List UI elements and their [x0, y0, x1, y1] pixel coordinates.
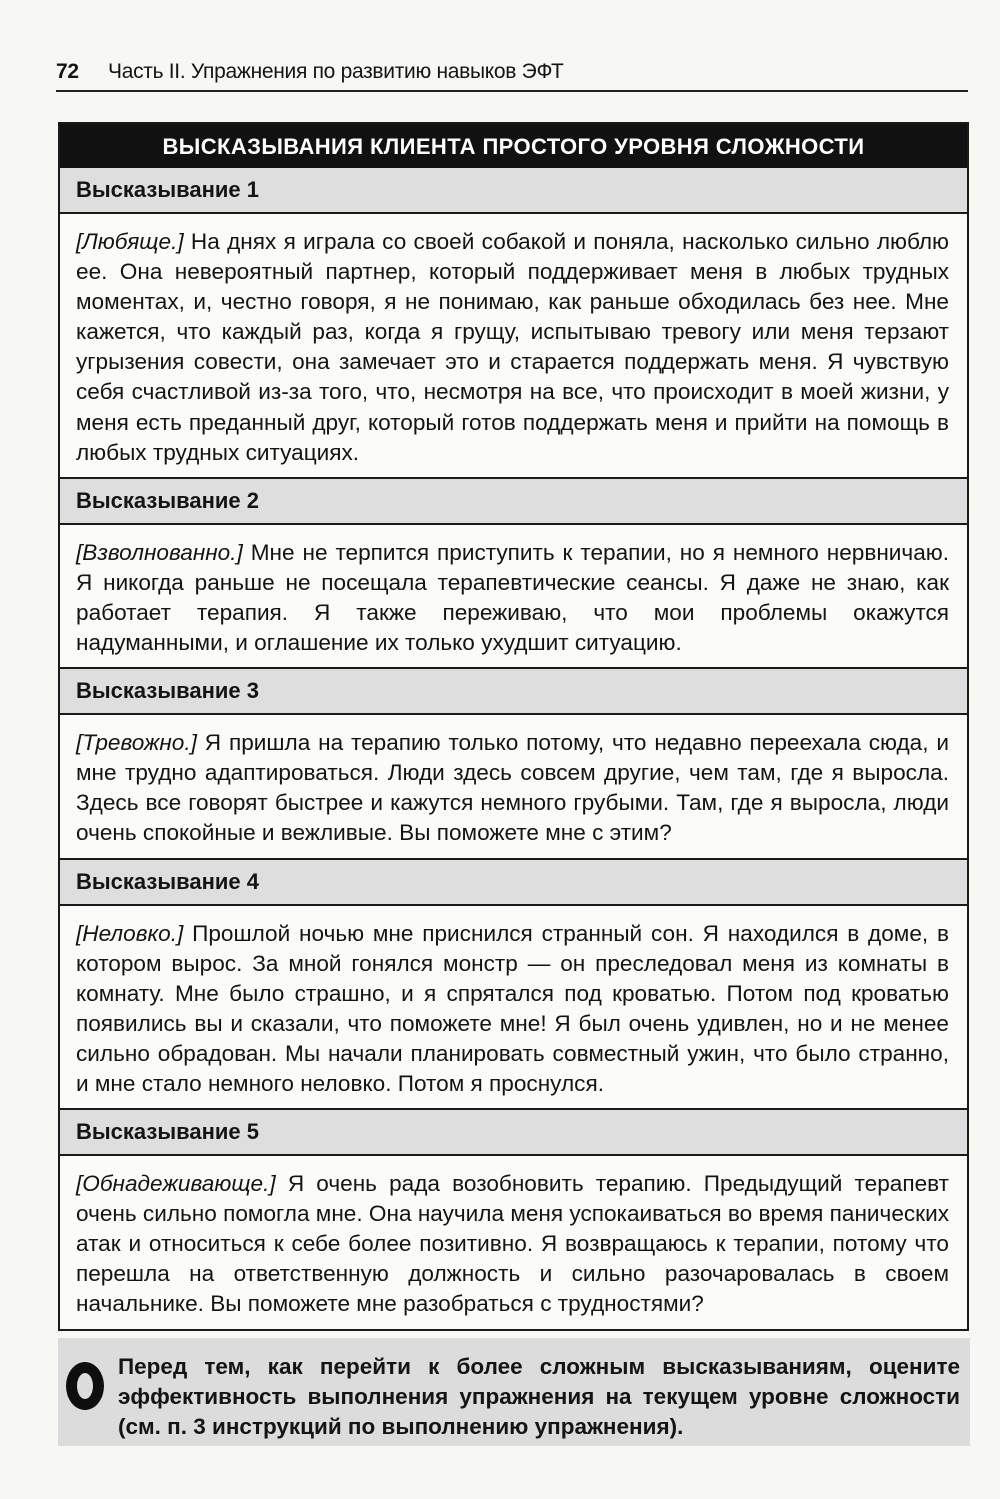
statement-text — [60, 715, 967, 857]
emotion-tag: [Взволнованно.] — [76, 539, 243, 565]
statement-body: Я очень рада возобновить терапию. Предыдущий терапевт очень сильно помогла мне. Она научила меня успокаиваться во время панических атак и относиться к себе более позитивно. Я возвращаюсь к терапии, потому что перешла на ответственную должность и сильно разочаровалась в своем начальнике. Вы поможете мне разобраться с трудностями? — [76, 1171, 949, 1317]
page-number: 72 — [56, 60, 79, 83]
statement-text — [60, 214, 967, 477]
statement-label: Высказывание 5 — [60, 1108, 967, 1156]
emotion-tag: [Любяще.] — [76, 229, 184, 254]
box-title: ВЫСКАЗЫВАНИЯ КЛИЕНТА ПРОСТОГО УРОВНЯ СЛОЖНОСТИ — [60, 124, 967, 168]
statement-body: Я пришла на терапию только потому, что недавно переехала сюда, и мне трудно адаптироваться. Люди здесь совсем другие, чем там, где я выросла. Здесь все говорят быстрее и кажутся немного грубыми. Там, где я выросла, люди очень спокойные и вежливые. Вы поможете мне с этим? — [76, 730, 949, 846]
statements-box — [58, 122, 969, 1331]
statement-body: На днях я играла со своей собакой и поняла, насколько сильно люблю ее. Она невероятный партнер, который поддерживает меня в любых трудных моментах, и, честно говоря, я не понимаю, как раньше обходилась без нее. Мне кажется, что каждый раз, когда я грущу, испытываю тревогу или меня терзают угрызения совести, она замечает это и старается поддержать меня. Я чувствую себя счастливой из-за того, что, несмотря на все, что происходит в моей жизни, у меня есть преданный друг, который готов поддержать меня и прийти на помощь в любых трудных ситуациях. — [76, 229, 949, 465]
page-header — [56, 60, 968, 92]
statement-text — [60, 525, 967, 667]
stop-marker-icon — [66, 1362, 104, 1410]
statement-body: Прошлой ночью мне приснился странный сон. Я находился в доме, в котором вырос. За мной гонялся монстр — он преследовал меня из комнаты в комнату. Мне было страшно, и я спрятался под кроватью. Потом под кроватью появились вы и сказали, что поможете мне! Я был очень удивлен, но и не менее сильно обрадован. Мы начали планировать совместный ужин, что было странно, и мне стало немного неловко. Потом я проснулся. — [76, 920, 949, 1096]
emotion-tag: [Тревожно.] — [76, 730, 197, 756]
evaluation-note — [58, 1338, 970, 1446]
note-text: Перед тем, как перейти к более сложным высказываниям, оцените эффективность выполнения упражнения на текущем уровне сложности (см. п. 3 инструкций по выполнению упражнения). — [118, 1354, 960, 1439]
statement-text — [60, 906, 967, 1109]
running-title: Часть II. Упражнения по развитию навыков ЭФТ — [108, 60, 564, 83]
emotion-tag: [Неловко.] — [76, 920, 184, 946]
statement-label: Высказывание 2 — [60, 477, 967, 525]
statement-body: Мне не терпится приступить к терапии, но я немного нервничаю. Я никогда раньше не посещала терапевтические сеансы. Я даже не знаю, как работает терапия. Я также переживаю, что мои проблемы окажутся надуманными, и оглашение их только ухудшит ситуацию. — [76, 539, 949, 656]
statement-label: Высказывание 4 — [60, 858, 967, 906]
statement-text — [60, 1156, 967, 1328]
statement-label: Высказывание 1 — [60, 168, 967, 214]
statement-label: Высказывание 3 — [60, 667, 967, 715]
emotion-tag: [Обнадеживающе.] — [76, 1171, 276, 1197]
